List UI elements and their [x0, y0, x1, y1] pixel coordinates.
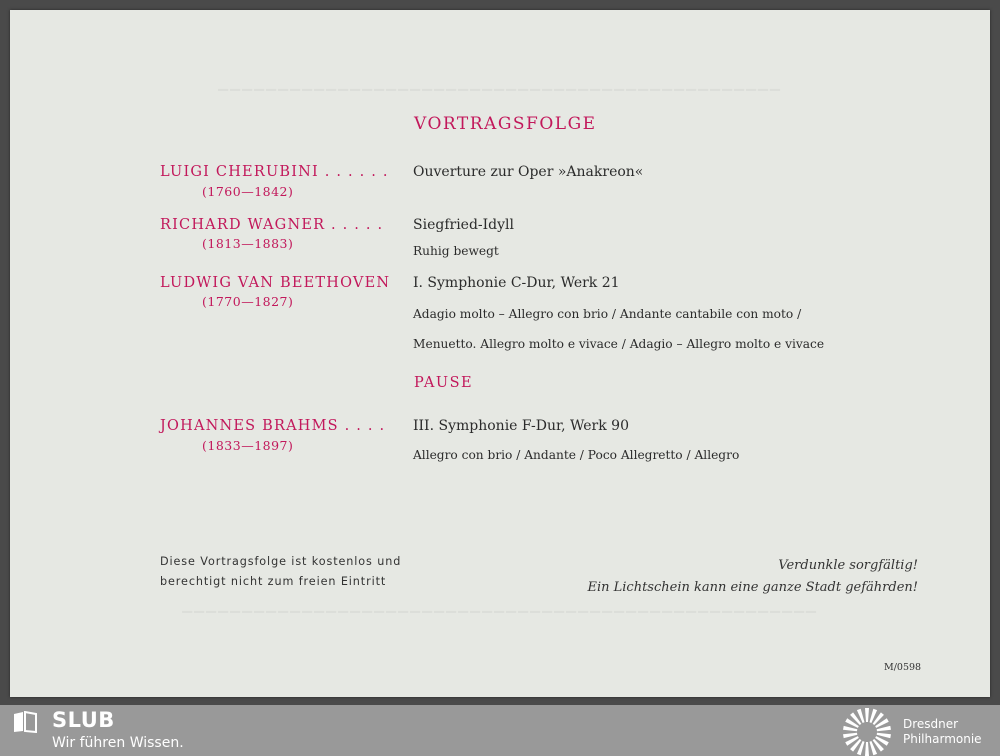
- orchestra-name: [903, 717, 982, 747]
- work-movements: Adagio molto – Allegro con brio / Andante cantabile con moto /: [413, 307, 802, 321]
- blackout-warning: Verdunkle sorgfältig!: [778, 558, 918, 573]
- work-movements: Menuetto. Allegro molto e vivace / Adagio – Allegro molto e vivace: [413, 337, 825, 351]
- show-through-text: ▔▔▔▔▔▔▔▔▔▔▔▔▔▔▔▔▔▔▔▔▔▔▔▔▔▔▔▔▔▔▔▔▔▔▔▔▔▔▔▔▔▔▔▔▔▔▔: [218, 90, 782, 105]
- program-title: VORTRAGSFOLGE: [414, 114, 597, 134]
- orchestra-name-line2: Philharmonie: [903, 732, 982, 746]
- composer-name: LUIGI CHERUBINI . . . . . .: [160, 164, 389, 180]
- footer-bar: [0, 705, 1000, 756]
- composer-years: (1813—1883): [202, 236, 294, 251]
- composer-years: (1770—1827): [202, 294, 294, 309]
- orchestra-name-line1: Dresdner: [903, 717, 959, 731]
- book-icon: [12, 711, 38, 733]
- composer-name: LUDWIG VAN BEETHOVEN: [160, 275, 391, 291]
- work-title: Siegfried-Idyll: [413, 217, 515, 233]
- work-title: I. Symphonie C-Dur, Werk 21: [413, 275, 620, 291]
- show-through-text: ▔▔▔▔▔▔▔▔▔▔▔▔▔▔▔▔▔▔▔▔▔▔▔▔▔▔▔▔▔▔▔▔▔▔▔▔▔▔▔▔▔▔▔▔▔▔▔▔▔▔▔▔▔: [182, 612, 818, 627]
- admission-note: Diese Vortragsfolge ist kostenlos und: [160, 555, 402, 568]
- library-tagline: Wir führen Wissen.: [52, 735, 184, 751]
- library-name[interactable]: SLUB: [52, 708, 115, 732]
- work-movements: Allegro con brio / Andante / Poco Allegretto / Allegro: [413, 448, 740, 462]
- pause-label: PAUSE: [414, 375, 474, 391]
- program-sheet: [10, 10, 990, 697]
- work-title: III. Symphonie F-Dur, Werk 90: [413, 418, 629, 434]
- composer-name: JOHANNES BRAHMS . . . .: [160, 418, 386, 434]
- blackout-warning: Ein Lichtschein kann eine ganze Stadt gefährden!: [587, 580, 918, 595]
- work-movements: Ruhig bewegt: [413, 244, 499, 258]
- work-title: Ouverture zur Oper »Anakreon«: [413, 164, 644, 180]
- admission-note: berechtigt nicht zum freien Eintritt: [160, 575, 387, 588]
- catalog-code: M/0598: [884, 662, 922, 673]
- sunburst-logo-icon[interactable]: [840, 705, 894, 756]
- composer-name: RICHARD WAGNER . . . . .: [160, 217, 384, 233]
- composer-years: (1833—1897): [202, 438, 294, 453]
- composer-years: (1760—1842): [202, 184, 294, 199]
